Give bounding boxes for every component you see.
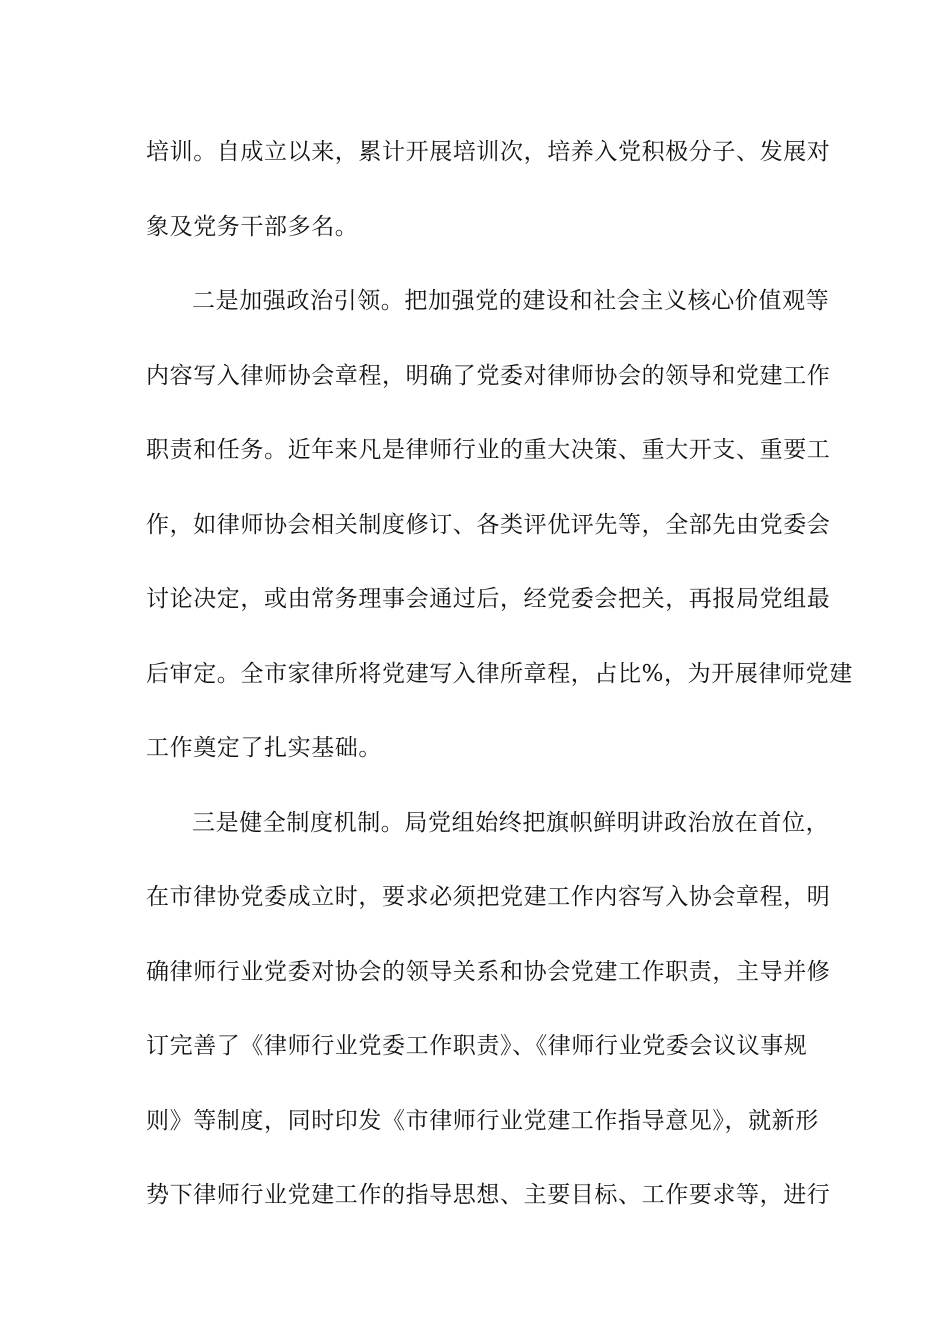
text-line: 内容写入律师协会章程，明确了党委对律师协会的领导和党建工作: [146, 363, 831, 389]
paragraph-start-line: 二是加强政治引领。把加强党的建设和社会主义核心价值观等: [192, 288, 830, 314]
text-line: 势下律师行业党建工作的指导思想、主要目标、工作要求等，进行: [146, 1182, 831, 1208]
paragraph-start-line: 三是健全制度机制。局党组始终把旗帜鲜明讲政治放在首位，: [192, 810, 830, 836]
text-line: 象及党务干部多名。: [146, 214, 359, 240]
text-line: 后审定。全市家律所将党建写入律所章程，占比%，为开展律师党建: [146, 661, 853, 687]
text-line: 在市律协党委成立时，要求必须把党建工作内容写入协会章程，明: [146, 884, 831, 910]
text-line: 职责和任务。近年来凡是律师行业的重大决策、重大开支、重要工: [146, 437, 831, 463]
text-line: 讨论决定，或由常务理事会通过后，经党委会把关，再报局党组最: [146, 586, 831, 612]
text-line: 则》等制度，同时印发《市律师行业党建工作指导意见》，就新形: [146, 1108, 819, 1134]
text-line: 确律师行业党委对协会的领导关系和协会党建工作职责，主导并修: [146, 959, 831, 985]
text-line: 订完善了《律师行业党委工作职责》、《律师行业党委会议议事规: [146, 1033, 808, 1059]
text-line: 工作奠定了扎实基础。: [146, 735, 382, 761]
text-line: 作，如律师协会相关制度修订、各类评优评先等，全部先由党委会: [146, 512, 831, 538]
text-line: 培训。自成立以来，累计开展培训次，培养入党积极分子、发展对: [146, 139, 831, 165]
